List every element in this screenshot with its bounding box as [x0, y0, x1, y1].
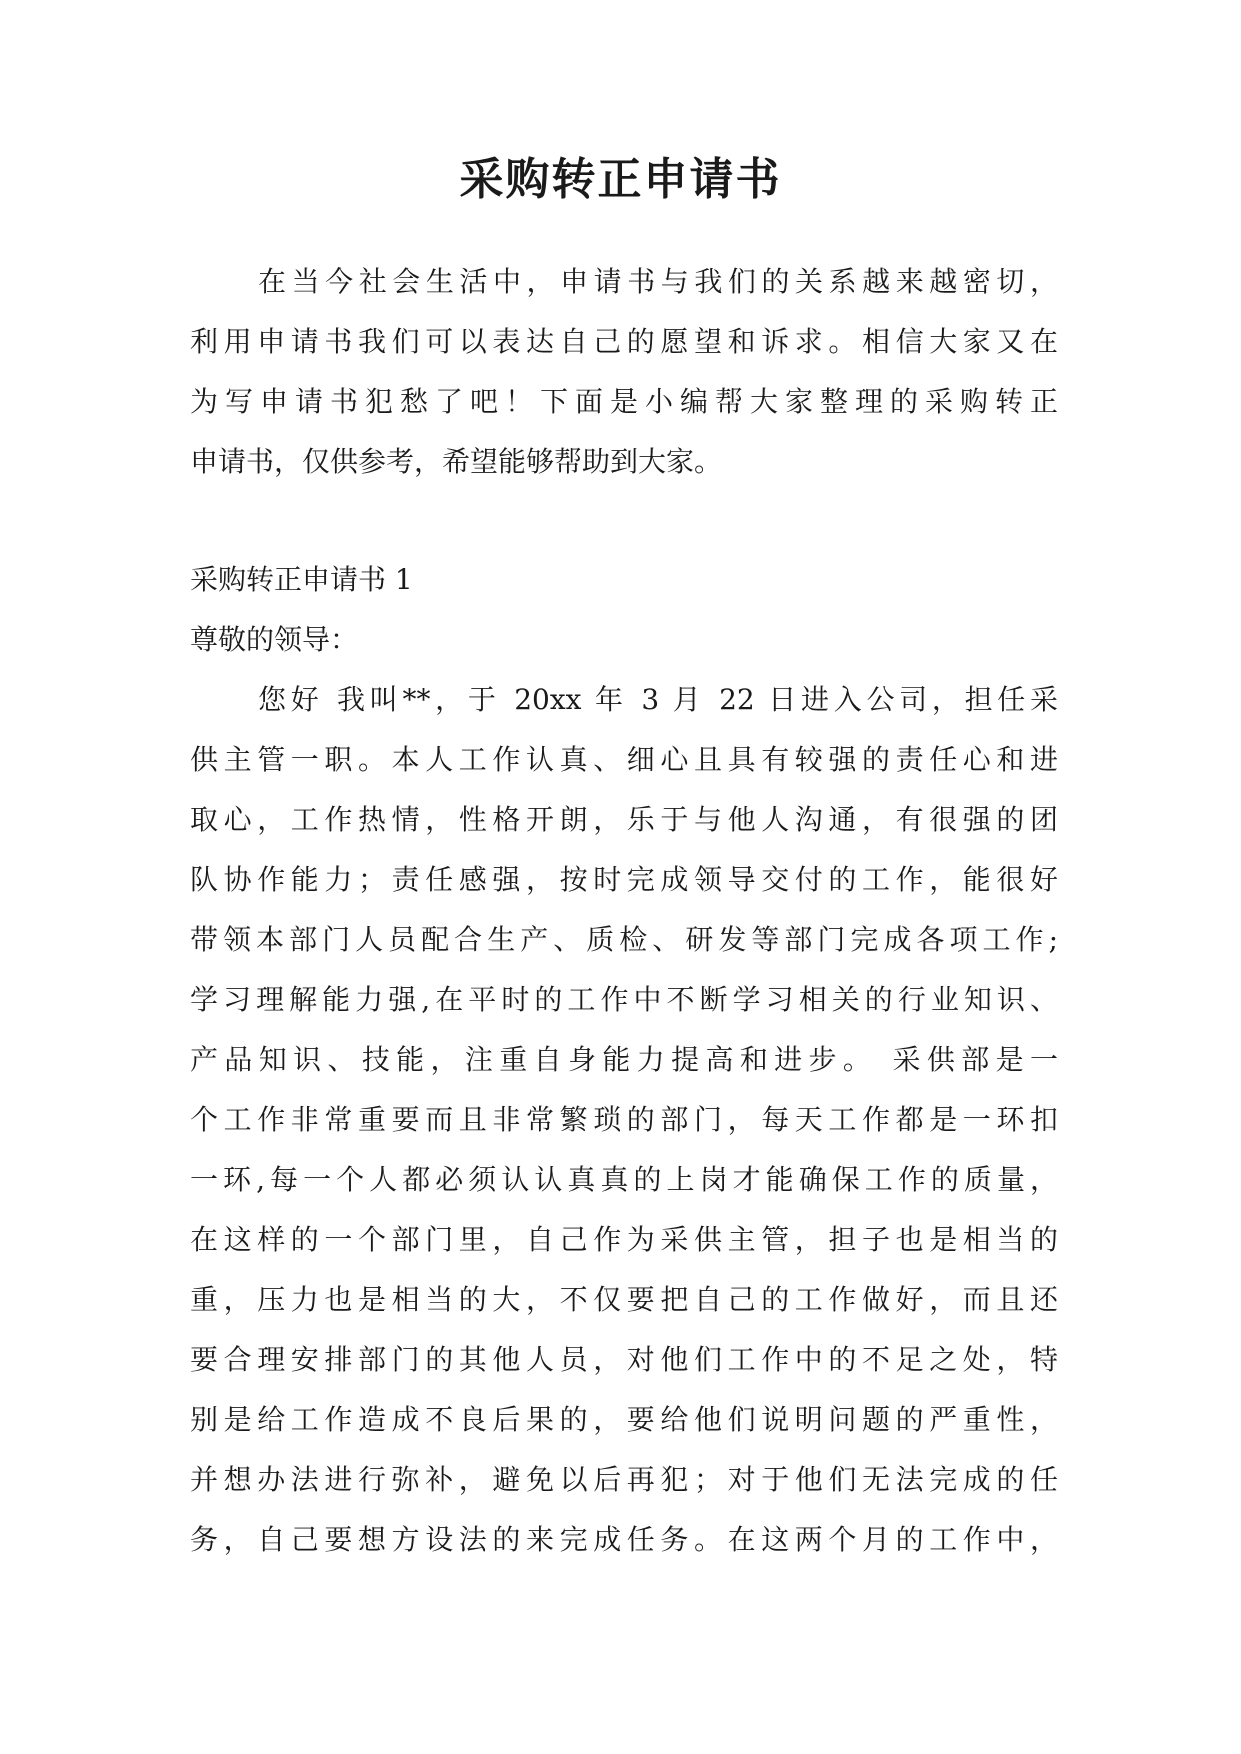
body-line: 并想办法进行弥补，避免以后再犯；对于他们无法完成的任: [190, 1463, 1058, 1496]
body-line: 取心，工作热情，性格开朗，乐于与他人沟通，有很强的团: [190, 803, 1058, 836]
body-line: 在这样的一个部门里，自己作为采供主管，担子也是相当的: [190, 1223, 1058, 1256]
body-line: 队协作能力；责任感强，按时完成领导交付的工作，能很好: [190, 863, 1058, 896]
intro-line: 利用申请书我们可以表达自己的愿望和诉求。相信大家又在: [190, 325, 1058, 358]
body-line: 重，压力也是相当的大，不仅要把自己的工作做好，而且还: [190, 1283, 1058, 1316]
intro-line: 在当今社会生活中，申请书与我们的关系越来越密切，: [258, 265, 1058, 298]
body-line: 供主管一职。本人工作认真、细心且具有较强的责任心和进: [190, 743, 1058, 776]
intro-line: 为写申请书犯愁了吧！下面是小编帮大家整理的采购转正: [190, 385, 1058, 418]
intro-line: 申请书，仅供参考，希望能够帮助到大家。: [190, 445, 723, 478]
body-line: 一环,每一个人都必须认认真真的上岗才能确保工作的质量，: [190, 1163, 1058, 1196]
body-line: 产品知识、技能，注重自身能力提高和进步。 采供部是一: [190, 1043, 1058, 1076]
document-title: 采购转正申请书: [459, 154, 782, 205]
body-line: 务，自己要想方设法的来完成任务。在这两个月的工作中，: [190, 1523, 1058, 1556]
body-line: 要合理安排部门的其他人员，对他们工作中的不足之处，特: [190, 1343, 1058, 1376]
body-line: 个工作非常重要而且非常繁琐的部门，每天工作都是一环扣: [190, 1103, 1058, 1136]
section-heading: 采购转正申请书 1: [190, 563, 413, 596]
body-line: 学习理解能力强,在平时的工作中不断学习相关的行业知识、: [190, 983, 1058, 1016]
body-line: 别是给工作造成不良后果的，要给他们说明问题的严重性，: [190, 1403, 1058, 1436]
body-line: 带领本部门人员配合生产、质检、研发等部门完成各项工作;: [190, 923, 1058, 956]
salutation: 尊敬的领导：: [190, 623, 359, 656]
body-line: 您好 我叫**，于 20xx 年 3 月 22 日进入公司，担任采: [258, 683, 1058, 716]
